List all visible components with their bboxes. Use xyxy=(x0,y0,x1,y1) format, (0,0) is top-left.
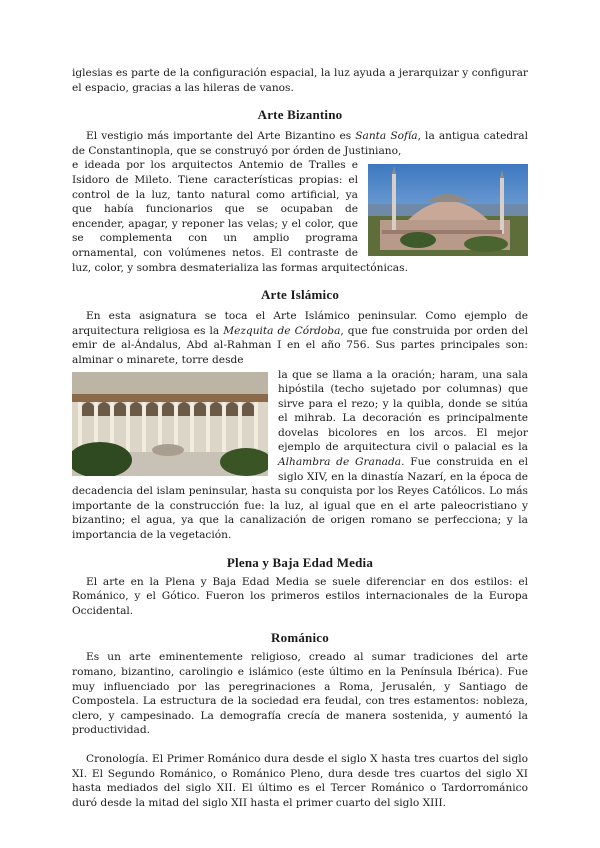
heading-plena-baja-edad-media: Plena y Baja Edad Media xyxy=(226,554,374,570)
heading-arte-islamico: Arte Islámico xyxy=(260,287,340,303)
alhambra-photo xyxy=(72,372,268,476)
bizantino-paragraph-cont: e ideada por los arquitectos Antemio de Tralles e Isidoro de Mileto. Tiene características propias: el control de la luz, tanto natural como artificial, ya que había funcionarios que se ocupaban de encender, apagar, y reponer las velas; y el color, que se complementa con un amplio programa ornamental, con volúmenes netos. El contraste de luz, color, y sombra desmaterializa las formas arquitectónicas. xyxy=(72,159,408,274)
islamico-emphasis-mezquita: Mezquita de Córdoba xyxy=(223,324,341,337)
islamico-text-b-first: , que fue construida por orden del emir de al-Ándalus, Abd al-Rahman I en el año 756. Sus partes principales son: alminar o minarete, torre desde xyxy=(72,324,528,366)
heading-arte-bizantino: Arte Bizantino xyxy=(257,107,343,123)
islamico-text-c: . Fue construida en el siglo XIV, en la dinastía Nazarí, en la época de decadencia del islam peninsular, hasta su conquista por los Reyes Católicos. Lo más importante de la construcción fue: la luz, al igual que en el arte paleocristiano y bizantino; el agua, ya que la canalización de origen romano se perfecciona; y la importancia de la vegetación. xyxy=(72,456,529,542)
bizantino-text-b-first: , la antigua catedral de Constantinopla, que se construyó por órden de Justiniano, xyxy=(72,130,528,157)
islamico-text-a: En esta asignatura se toca el Arte Islámico peninsular. Como ejemplo de arquitectura religiosa es la xyxy=(72,310,528,337)
bizantino-emphasis: Santa Sofía xyxy=(355,130,418,143)
islamico-text-b-rest: la que se llama a la oración; haram, una sala hipóstila (techo sujetado por columnas) que sirve para el rezo; y la quibla, donde se sitúa el mihrab. La decoración es principalmente dovelas bicolores en los arcos. El mejor ejemplo de arquitectura civil o palacial es la xyxy=(278,368,528,454)
intro-paragraph: iglesias es parte de la configuración espacial, la luz ayuda a jerarquizar y configurar el espacio, gracias a las hileras de vanos. xyxy=(72,67,528,94)
islamico-paragraph-top xyxy=(72,309,528,367)
heading-romanico: Románico xyxy=(271,630,329,646)
plena-paragraph: El arte en la Plena y Baja Edad Media se suele diferenciar en dos estilos: el Románico, y el Gótico. Fueron los primeros estilos internacionales de la Europa Occidental. xyxy=(72,575,528,617)
islamico-emphasis-alhambra: Alhambra de Granada xyxy=(278,456,402,469)
romanico-paragraph-2: Cronología. El Primer Románico dura desde el siglo X hasta tres cuartos del siglo XI. El Segundo Románico, o Románico Pleno, dura desde tres cuartos del siglo XI hasta mediados del siglo XII. El último es el Tercer Románico o Tardorrománico duró desde la mitad del siglo XII hasta el primer cuarto del siglo XIII. xyxy=(72,752,528,809)
santa-sofia-photo xyxy=(368,164,528,256)
bizantino-text-a: El vestigio más importante del Arte Bizantino es xyxy=(86,130,356,143)
bizantino-paragraph xyxy=(72,129,528,158)
romanico-paragraph-1: Es un arte eminentemente religioso, creado al sumar tradiciones del arte romano, bizantino, carolingio e islámico (este último en la Península Ibérica). Fue muy influenciado por las peregrinaciones a Roma, Jerusalén, y Santiago de Compostela. La estructura de la sociedad era feudal, con tres estamentos: nobleza, clero, y campesinado. La demografía crecía de manera sostenida, y aumentó la productividad. xyxy=(72,651,528,737)
document-page xyxy=(72,66,528,810)
